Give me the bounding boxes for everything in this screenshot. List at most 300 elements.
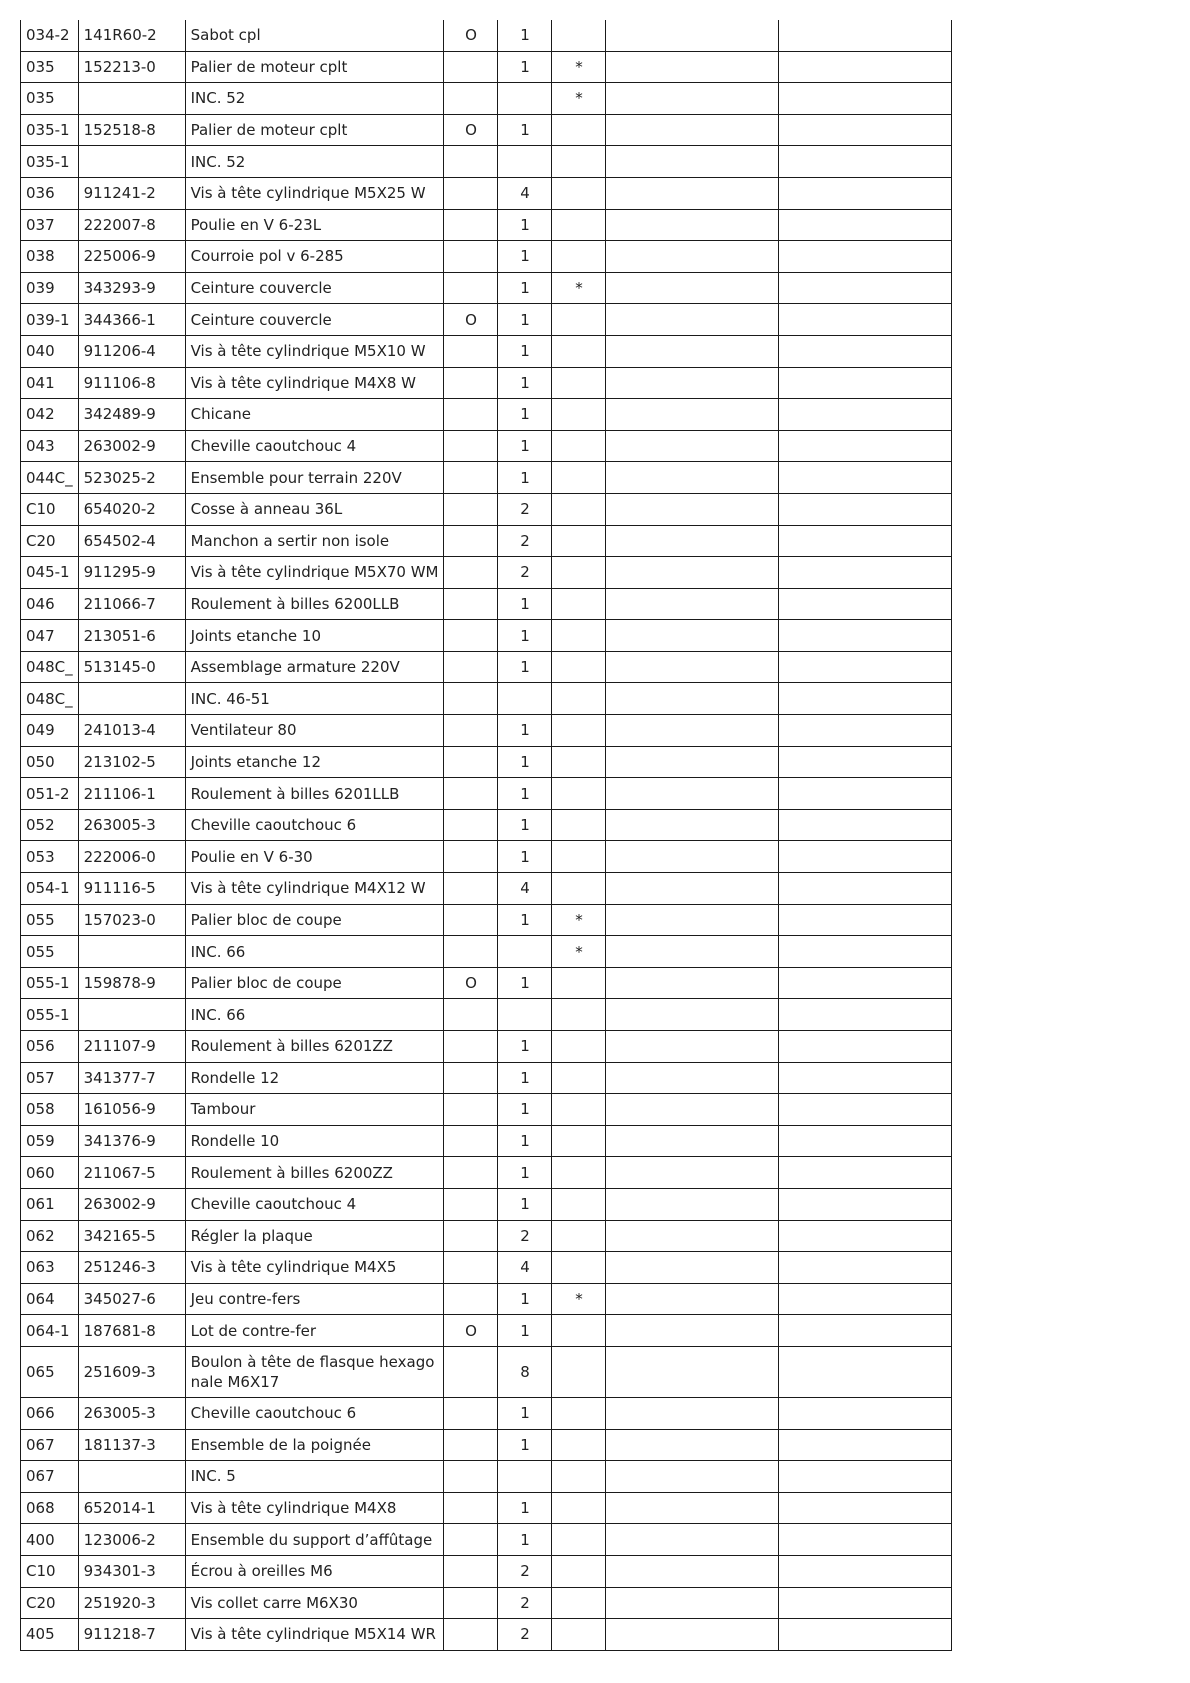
cell-blank-col-b — [779, 114, 952, 146]
cell-quantity: 1 — [498, 620, 552, 652]
cell-part-number: 911241-2 — [78, 177, 185, 209]
cell-item-number: 064 — [21, 1283, 79, 1315]
cell-quantity: 1 — [498, 651, 552, 683]
cell-blank-col-b — [779, 241, 952, 273]
cell-blank-col-b — [779, 1125, 952, 1157]
table-row — [21, 715, 952, 747]
cell-blank-col-b — [779, 1429, 952, 1461]
cell-note-mark — [552, 1188, 606, 1220]
cell-note-mark — [552, 1429, 606, 1461]
cell-part-number — [78, 1461, 185, 1493]
cell-blank-col-a — [606, 1461, 779, 1493]
cell-description: Cheville caoutchouc 6 — [185, 1397, 444, 1429]
cell-description: Tambour — [185, 1094, 444, 1126]
table-row — [21, 51, 952, 83]
cell-description: INC. 66 — [185, 936, 444, 968]
cell-blank-col-b — [779, 588, 952, 620]
cell-note-mark — [552, 241, 606, 273]
cell-blank-col-b — [779, 1157, 952, 1189]
cell-description: Régler la plaque — [185, 1220, 444, 1252]
table-row — [21, 493, 952, 525]
cell-part-number: 225006-9 — [78, 241, 185, 273]
cell-blank-col-a — [606, 1315, 779, 1347]
cell-note-mark — [552, 1315, 606, 1347]
cell-quantity: 1 — [498, 1062, 552, 1094]
table-row — [21, 1555, 952, 1587]
cell-note-mark — [552, 1094, 606, 1126]
cell-description: Cheville caoutchouc 4 — [185, 430, 444, 462]
table-row — [21, 335, 952, 367]
cell-part-number: 341377-7 — [78, 1062, 185, 1094]
cell-note-mark — [552, 683, 606, 715]
cell-note-mark — [552, 620, 606, 652]
cell-blank-col-b — [779, 1619, 952, 1651]
cell-quantity: 2 — [498, 493, 552, 525]
cell-blank-col-a — [606, 1125, 779, 1157]
cell-optional-mark — [444, 999, 498, 1031]
cell-blank-col-b — [779, 83, 952, 115]
cell-description: Palier bloc de coupe — [185, 967, 444, 999]
cell-item-number: 066 — [21, 1397, 79, 1429]
cell-optional-mark — [444, 620, 498, 652]
cell-description: INC. 52 — [185, 146, 444, 178]
cell-optional-mark — [444, 1157, 498, 1189]
parts-table — [20, 20, 952, 1651]
cell-part-number: 211106-1 — [78, 778, 185, 810]
cell-optional-mark — [444, 557, 498, 589]
table-row — [21, 1188, 952, 1220]
cell-item-number: 405 — [21, 1619, 79, 1651]
cell-blank-col-b — [779, 778, 952, 810]
cell-note-mark: * — [552, 904, 606, 936]
cell-part-number: 652014-1 — [78, 1492, 185, 1524]
cell-blank-col-b — [779, 683, 952, 715]
cell-item-number: 061 — [21, 1188, 79, 1220]
cell-note-mark — [552, 1524, 606, 1556]
cell-note-mark — [552, 20, 606, 51]
cell-blank-col-b — [779, 367, 952, 399]
cell-blank-col-a — [606, 177, 779, 209]
cell-quantity — [498, 683, 552, 715]
cell-quantity: 1 — [498, 304, 552, 336]
table-row — [21, 1125, 952, 1157]
cell-blank-col-a — [606, 335, 779, 367]
cell-quantity: 1 — [498, 841, 552, 873]
cell-description: Vis à tête cylindrique M5X25 W — [185, 177, 444, 209]
cell-blank-col-b — [779, 1397, 952, 1429]
cell-description: Poulie en V 6-30 — [185, 841, 444, 873]
table-row — [21, 241, 952, 273]
cell-quantity: 1 — [498, 809, 552, 841]
cell-note-mark — [552, 809, 606, 841]
cell-quantity: 1 — [498, 588, 552, 620]
cell-note-mark — [552, 1346, 606, 1397]
cell-note-mark — [552, 1555, 606, 1587]
table-row — [21, 1524, 952, 1556]
cell-blank-col-a — [606, 651, 779, 683]
cell-item-number: 040 — [21, 335, 79, 367]
cell-part-number — [78, 683, 185, 715]
table-row — [21, 1492, 952, 1524]
cell-part-number: 523025-2 — [78, 462, 185, 494]
cell-blank-col-a — [606, 272, 779, 304]
cell-item-number: 059 — [21, 1125, 79, 1157]
cell-description: Palier de moteur cplt — [185, 114, 444, 146]
cell-quantity: 1 — [498, 114, 552, 146]
cell-blank-col-a — [606, 588, 779, 620]
cell-description: Chicane — [185, 399, 444, 431]
cell-optional-mark — [444, 462, 498, 494]
cell-quantity: 1 — [498, 967, 552, 999]
cell-quantity: 8 — [498, 1346, 552, 1397]
table-row — [21, 367, 952, 399]
table-row — [21, 430, 952, 462]
cell-blank-col-a — [606, 1492, 779, 1524]
cell-part-number: 343293-9 — [78, 272, 185, 304]
cell-note-mark — [552, 588, 606, 620]
cell-part-number: 211066-7 — [78, 588, 185, 620]
cell-quantity: 1 — [498, 1188, 552, 1220]
cell-part-number: 342165-5 — [78, 1220, 185, 1252]
cell-note-mark — [552, 873, 606, 905]
cell-quantity — [498, 1461, 552, 1493]
cell-blank-col-b — [779, 620, 952, 652]
table-row — [21, 114, 952, 146]
cell-blank-col-a — [606, 1429, 779, 1461]
cell-item-number: 053 — [21, 841, 79, 873]
cell-blank-col-b — [779, 1492, 952, 1524]
cell-optional-mark — [444, 841, 498, 873]
cell-part-number: 934301-3 — [78, 1555, 185, 1587]
cell-item-number: 067 — [21, 1461, 79, 1493]
cell-part-number — [78, 146, 185, 178]
cell-optional-mark — [444, 904, 498, 936]
cell-part-number: 341376-9 — [78, 1125, 185, 1157]
cell-item-number: 036 — [21, 177, 79, 209]
cell-optional-mark — [444, 241, 498, 273]
cell-description: Sabot cpl — [185, 20, 444, 51]
cell-blank-col-a — [606, 51, 779, 83]
cell-item-number: 051-2 — [21, 778, 79, 810]
cell-blank-col-a — [606, 430, 779, 462]
cell-blank-col-a — [606, 304, 779, 336]
cell-note-mark — [552, 177, 606, 209]
cell-blank-col-b — [779, 1252, 952, 1284]
cell-description: Vis à tête cylindrique M5X70 WM — [185, 557, 444, 589]
cell-description: Vis à tête cylindrique M4X12 W — [185, 873, 444, 905]
table-row — [21, 1283, 952, 1315]
cell-part-number: 345027-6 — [78, 1283, 185, 1315]
cell-item-number: 044C_ — [21, 462, 79, 494]
table-row — [21, 1315, 952, 1347]
cell-blank-col-a — [606, 1062, 779, 1094]
cell-blank-col-a — [606, 967, 779, 999]
cell-description: Joints etanche 12 — [185, 746, 444, 778]
cell-description: INC. 46-51 — [185, 683, 444, 715]
cell-item-number: 056 — [21, 1031, 79, 1063]
cell-quantity: 1 — [498, 241, 552, 273]
cell-quantity: 1 — [498, 904, 552, 936]
cell-blank-col-a — [606, 809, 779, 841]
cell-optional-mark — [444, 588, 498, 620]
cell-item-number: 057 — [21, 1062, 79, 1094]
cell-part-number: 241013-4 — [78, 715, 185, 747]
cell-blank-col-a — [606, 841, 779, 873]
cell-note-mark: * — [552, 936, 606, 968]
cell-note-mark — [552, 1031, 606, 1063]
cell-blank-col-a — [606, 1220, 779, 1252]
cell-quantity: 1 — [498, 20, 552, 51]
cell-note-mark — [552, 304, 606, 336]
cell-optional-mark — [444, 1188, 498, 1220]
cell-blank-col-b — [779, 1220, 952, 1252]
cell-part-number: 157023-0 — [78, 904, 185, 936]
cell-optional-mark — [444, 746, 498, 778]
table-row — [21, 1346, 952, 1397]
cell-blank-col-b — [779, 525, 952, 557]
cell-blank-col-b — [779, 999, 952, 1031]
cell-blank-col-b — [779, 20, 952, 51]
cell-optional-mark — [444, 1555, 498, 1587]
cell-note-mark — [552, 1619, 606, 1651]
cell-blank-col-a — [606, 399, 779, 431]
cell-blank-col-a — [606, 746, 779, 778]
table-row — [21, 778, 952, 810]
cell-description: Roulement à billes 6201LLB — [185, 778, 444, 810]
cell-part-number: 911218-7 — [78, 1619, 185, 1651]
cell-blank-col-b — [779, 51, 952, 83]
cell-optional-mark — [444, 367, 498, 399]
cell-description: Ensemble de la poignée — [185, 1429, 444, 1461]
cell-quantity: 1 — [498, 1524, 552, 1556]
cell-part-number: 344366-1 — [78, 304, 185, 336]
cell-blank-col-b — [779, 1555, 952, 1587]
cell-quantity: 1 — [498, 367, 552, 399]
cell-quantity: 2 — [498, 1587, 552, 1619]
cell-blank-col-a — [606, 557, 779, 589]
cell-part-number: 152213-0 — [78, 51, 185, 83]
table-row — [21, 809, 952, 841]
cell-part-number: 141R60-2 — [78, 20, 185, 51]
cell-optional-mark — [444, 146, 498, 178]
cell-blank-col-b — [779, 873, 952, 905]
cell-description: Vis à tête cylindrique M5X14 WR — [185, 1619, 444, 1651]
table-row — [21, 209, 952, 241]
cell-quantity: 4 — [498, 1252, 552, 1284]
table-row — [21, 873, 952, 905]
cell-quantity: 1 — [498, 335, 552, 367]
cell-blank-col-b — [779, 209, 952, 241]
cell-optional-mark — [444, 809, 498, 841]
table-row — [21, 177, 952, 209]
cell-blank-col-a — [606, 1346, 779, 1397]
cell-blank-col-b — [779, 272, 952, 304]
cell-blank-col-a — [606, 1252, 779, 1284]
cell-item-number: 068 — [21, 1492, 79, 1524]
cell-description: Manchon a sertir non isole — [185, 525, 444, 557]
cell-blank-col-b — [779, 462, 952, 494]
cell-part-number: 342489-9 — [78, 399, 185, 431]
cell-part-number: 263002-9 — [78, 1188, 185, 1220]
cell-note-mark: * — [552, 51, 606, 83]
cell-description: Ensemble du support d’affûtage — [185, 1524, 444, 1556]
cell-blank-col-b — [779, 1283, 952, 1315]
cell-optional-mark: O — [444, 114, 498, 146]
cell-blank-col-a — [606, 873, 779, 905]
cell-quantity: 1 — [498, 209, 552, 241]
cell-blank-col-b — [779, 746, 952, 778]
cell-description: INC. 52 — [185, 83, 444, 115]
cell-blank-col-a — [606, 620, 779, 652]
cell-blank-col-a — [606, 114, 779, 146]
cell-item-number: 034-2 — [21, 20, 79, 51]
cell-description: Écrou à oreilles M6 — [185, 1555, 444, 1587]
cell-item-number: 055 — [21, 904, 79, 936]
cell-blank-col-a — [606, 146, 779, 178]
table-row — [21, 146, 952, 178]
table-row — [21, 1157, 952, 1189]
cell-optional-mark — [444, 1397, 498, 1429]
cell-blank-col-a — [606, 936, 779, 968]
cell-item-number: 042 — [21, 399, 79, 431]
cell-quantity: 2 — [498, 557, 552, 589]
cell-part-number: 251920-3 — [78, 1587, 185, 1619]
cell-part-number: 211067-5 — [78, 1157, 185, 1189]
cell-blank-col-a — [606, 1524, 779, 1556]
cell-optional-mark — [444, 1461, 498, 1493]
cell-part-number — [78, 83, 185, 115]
cell-description: Palier bloc de coupe — [185, 904, 444, 936]
cell-note-mark — [552, 967, 606, 999]
table-row — [21, 620, 952, 652]
cell-description: Ceinture couvercle — [185, 304, 444, 336]
cell-optional-mark — [444, 399, 498, 431]
cell-item-number: 035 — [21, 51, 79, 83]
cell-item-number: 043 — [21, 430, 79, 462]
table-row — [21, 1619, 952, 1651]
cell-item-number: C10 — [21, 493, 79, 525]
table-row — [21, 1587, 952, 1619]
cell-item-number: C20 — [21, 525, 79, 557]
cell-blank-col-a — [606, 683, 779, 715]
cell-description: Vis à tête cylindrique M4X8 W — [185, 367, 444, 399]
table-row — [21, 272, 952, 304]
cell-item-number: 039-1 — [21, 304, 79, 336]
cell-part-number: 181137-3 — [78, 1429, 185, 1461]
table-row — [21, 304, 952, 336]
cell-blank-col-a — [606, 904, 779, 936]
cell-quantity: 1 — [498, 1492, 552, 1524]
cell-blank-col-a — [606, 1555, 779, 1587]
cell-blank-col-a — [606, 209, 779, 241]
cell-item-number: 041 — [21, 367, 79, 399]
cell-item-number: 045-1 — [21, 557, 79, 589]
cell-description: Ceinture couvercle — [185, 272, 444, 304]
cell-note-mark — [552, 1125, 606, 1157]
cell-quantity — [498, 999, 552, 1031]
cell-part-number: 159878-9 — [78, 967, 185, 999]
cell-quantity: 2 — [498, 525, 552, 557]
cell-quantity: 2 — [498, 1220, 552, 1252]
cell-blank-col-a — [606, 1031, 779, 1063]
table-row — [21, 841, 952, 873]
cell-blank-col-b — [779, 1524, 952, 1556]
cell-item-number: 048C_ — [21, 651, 79, 683]
cell-description: INC. 66 — [185, 999, 444, 1031]
cell-part-number: 263005-3 — [78, 809, 185, 841]
cell-blank-col-b — [779, 1346, 952, 1397]
cell-optional-mark — [444, 1524, 498, 1556]
cell-note-mark — [552, 1492, 606, 1524]
cell-optional-mark — [444, 525, 498, 557]
cell-blank-col-b — [779, 335, 952, 367]
cell-note-mark — [552, 335, 606, 367]
cell-quantity: 1 — [498, 1094, 552, 1126]
table-row — [21, 683, 952, 715]
cell-note-mark — [552, 114, 606, 146]
cell-blank-col-a — [606, 20, 779, 51]
cell-optional-mark — [444, 1492, 498, 1524]
cell-item-number: 064-1 — [21, 1315, 79, 1347]
cell-description: Ventilateur 80 — [185, 715, 444, 747]
cell-part-number: 152518-8 — [78, 114, 185, 146]
cell-description: Roulement à billes 6201ZZ — [185, 1031, 444, 1063]
cell-note-mark — [552, 1461, 606, 1493]
cell-optional-mark — [444, 1252, 498, 1284]
cell-item-number: 049 — [21, 715, 79, 747]
cell-optional-mark — [444, 83, 498, 115]
cell-optional-mark: O — [444, 1315, 498, 1347]
cell-part-number: 222007-8 — [78, 209, 185, 241]
cell-item-number: C10 — [21, 1555, 79, 1587]
cell-optional-mark — [444, 272, 498, 304]
cell-quantity: 1 — [498, 1283, 552, 1315]
cell-note-mark: * — [552, 83, 606, 115]
cell-blank-col-b — [779, 841, 952, 873]
cell-description: Jeu contre-fers — [185, 1283, 444, 1315]
cell-note-mark — [552, 430, 606, 462]
cell-note-mark — [552, 999, 606, 1031]
cell-item-number: 035-1 — [21, 114, 79, 146]
cell-note-mark — [552, 1157, 606, 1189]
table-row — [21, 1429, 952, 1461]
table-row — [21, 936, 952, 968]
cell-part-number: 911116-5 — [78, 873, 185, 905]
cell-item-number: 055-1 — [21, 967, 79, 999]
cell-optional-mark — [444, 1031, 498, 1063]
cell-part-number: 911106-8 — [78, 367, 185, 399]
cell-optional-mark — [444, 1346, 498, 1397]
cell-blank-col-b — [779, 177, 952, 209]
cell-quantity: 4 — [498, 177, 552, 209]
cell-blank-col-a — [606, 462, 779, 494]
cell-optional-mark — [444, 1429, 498, 1461]
cell-blank-col-b — [779, 399, 952, 431]
cell-blank-col-b — [779, 1188, 952, 1220]
table-row — [21, 525, 952, 557]
cell-blank-col-b — [779, 557, 952, 589]
cell-quantity — [498, 83, 552, 115]
cell-quantity: 1 — [498, 1397, 552, 1429]
cell-part-number: 251609-3 — [78, 1346, 185, 1397]
cell-quantity: 1 — [498, 1031, 552, 1063]
cell-item-number: 050 — [21, 746, 79, 778]
cell-note-mark — [552, 146, 606, 178]
cell-optional-mark — [444, 1125, 498, 1157]
cell-part-number: 213051-6 — [78, 620, 185, 652]
table-row — [21, 557, 952, 589]
cell-item-number: 055-1 — [21, 999, 79, 1031]
